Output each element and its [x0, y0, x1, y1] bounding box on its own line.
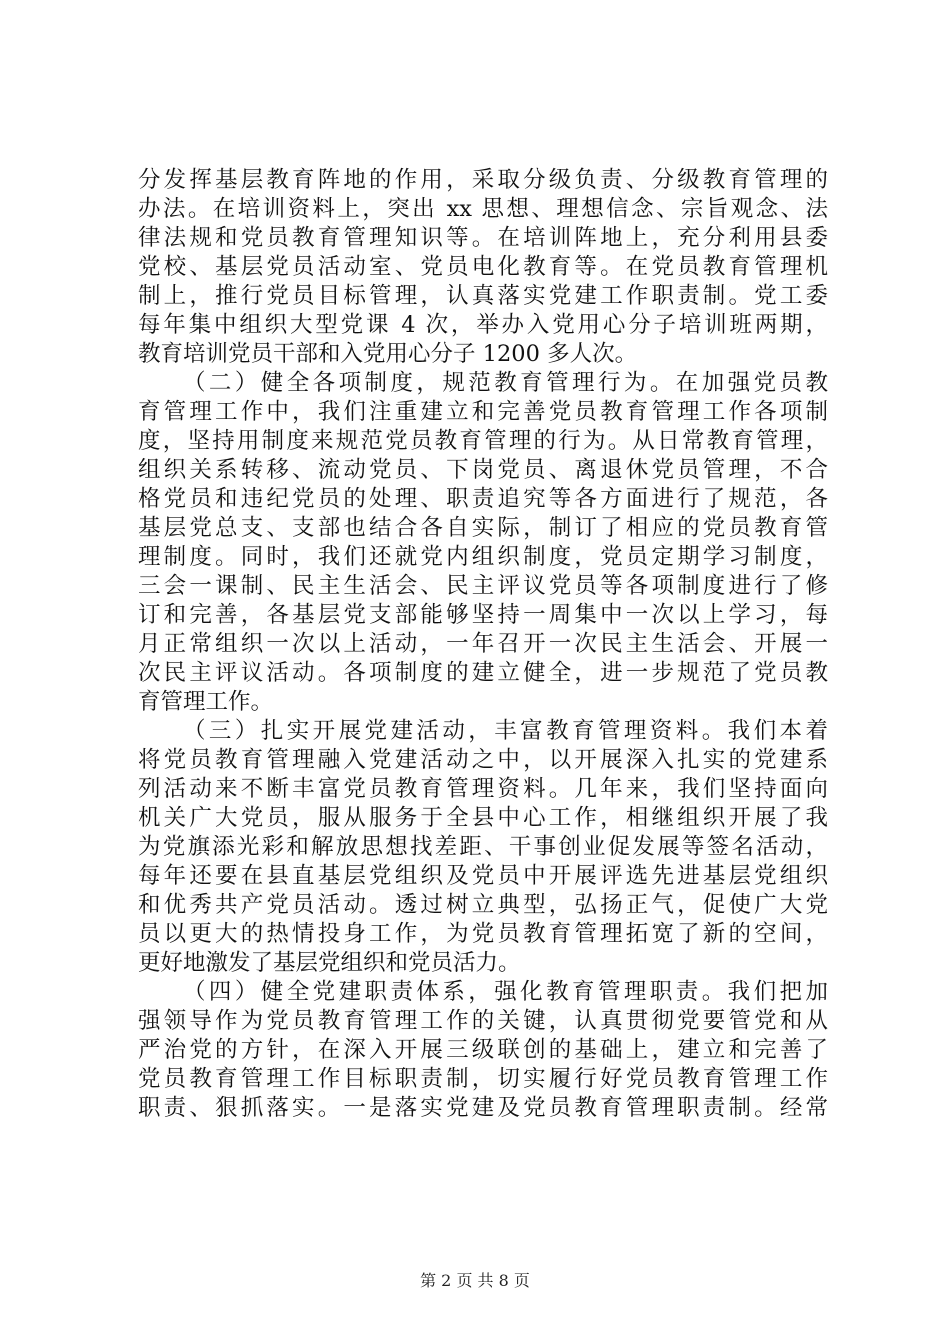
paragraph-first-line: （三）扎实开展党建活动，丰富教育管理资料。我们本着 — [183, 718, 828, 744]
text-line: 更好地激发了基层党组织和党员活力。 — [138, 950, 521, 976]
text-line: 列活动来不断丰富党员教育管理资料。几年来，我们坚持面向 — [138, 776, 828, 802]
text-line: 教育培训党员干部和入党用心分子 1200 多人次。 — [138, 341, 638, 367]
text-line: 次民主评议活动。各项制度的建立健全，进一步规范了党员教 — [138, 660, 828, 686]
text-line: 和优秀共产党员活动。透过树立典型，弘扬正气，促使广大党 — [138, 892, 828, 918]
paragraph-first-line: （二）健全各项制度，规范教育管理行为。在加强党员教 — [183, 370, 828, 396]
text-line: 育管理工作。 — [138, 689, 274, 715]
text-line: 严治党的方针，在深入开展三级联创的基础上，建立和完善了 — [138, 1037, 828, 1063]
text-line: 组织关系转移、流动党员、下岗党员、离退休党员管理，不合 — [138, 457, 828, 483]
text-line: 党员教育管理工作目标职责制，切实履行好党员教育管理工作 — [138, 1066, 828, 1092]
text-line: 每年还要在县直基层党组织及党员中开展评选先进基层党组织 — [138, 863, 828, 889]
document-body — [138, 166, 828, 1123]
text-line: 强领导作为党员教育管理工作的关键，认真贯彻党要管党和从 — [138, 1008, 828, 1034]
text-line: 员以更大的热情投身工作，为党员教育管理拓宽了新的空间， — [138, 921, 828, 947]
text-line: 基层党总支、支部也结合各自实际，制订了相应的党员教育管 — [138, 515, 828, 541]
text-line: 党校、基层党员活动室、党员电化教育等。在党员教育管理机 — [138, 254, 828, 280]
page-number-footer: 第 2 页 共 8 页 — [420, 1271, 530, 1290]
text-line: 律法规和党员教育管理知识等。在培训阵地上，充分利用县委 — [138, 225, 828, 251]
text-line: 订和完善，各基层党支部能够坚持一周集中一次以上学习，每 — [138, 602, 828, 628]
text-line: 办法。在培训资料上，突出 xx 思想、理想信念、宗旨观念、法 — [138, 196, 828, 222]
text-line: 将党员教育管理融入党建活动之中，以开展深入扎实的党建系 — [138, 747, 828, 773]
text-line: 格党员和违纪党员的处理、职责追究等各方面进行了规范，各 — [138, 486, 828, 512]
text-line: 每年集中组织大型党课 4 次，举办入党用心分子培训班两期， — [138, 312, 828, 338]
text-line: 度，坚持用制度来规范党员教育管理的行为。从日常教育管理， — [138, 428, 828, 454]
text-line: 月正常组织一次以上活动，一年召开一次民主生活会、开展一 — [138, 631, 828, 657]
text-line: 理制度。同时，我们还就党内组织制度，党员定期学习制度， — [138, 544, 828, 570]
text-line: 分发挥基层教育阵地的作用，采取分级负责、分级教育管理的 — [138, 167, 828, 193]
text-line: 为党旗添光彩和解放思想找差距、干事创业促发展等签名活动， — [138, 834, 828, 860]
text-line: 机关广大党员，服从服务于全县中心工作，相继组织开展了我 — [138, 805, 828, 831]
text-line: 制上，推行党员目标管理，认真落实党建工作职责制。党工委 — [138, 283, 828, 309]
text-line: 三会一课制、民主生活会、民主评议党员等各项制度进行了修 — [138, 573, 828, 599]
text-line: 育管理工作中，我们注重建立和完善党员教育管理工作各项制 — [138, 399, 828, 425]
paragraph-first-line: （四）健全党建职责体系，强化教育管理职责。我们把加 — [183, 979, 828, 1005]
text-line: 职责、狠抓落实。一是落实党建及党员教育管理职责制。经常 — [138, 1095, 828, 1121]
